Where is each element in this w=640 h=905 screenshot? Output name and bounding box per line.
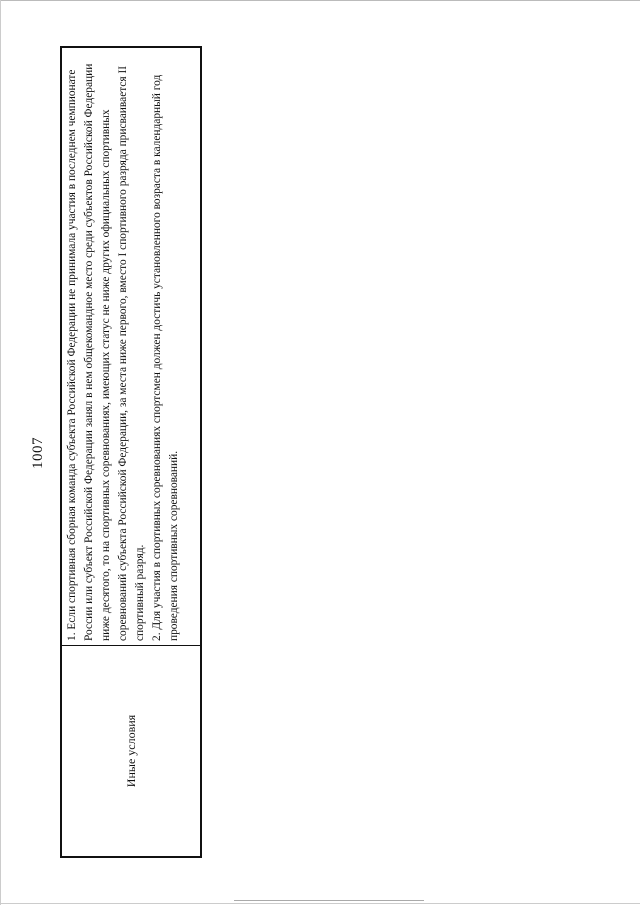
scan-edge-top (0, 0, 640, 1)
scan-mark (234, 900, 424, 901)
condition-1: 1. Если спортивная сборная команда субъекта Российской Федерации не принимала участия в последнем чемпионате России или субъект Российской Федерации занял в нем общекомандное место среди субъектов Российской Федерации ниже десятого, то на спортивных соревнованиях, имеющих статус не ниже других официальных спортивных соревнований субъекта Российской Федерации, за места ниже первого, вместо I спортивного разряда присваивается II спортивный разряд. (66, 63, 146, 641)
row-label: Иные условия (123, 714, 138, 788)
condition-2: 2. Для участия в спортивных соревнованиях спортсмен должен достичь установленного возраста в календарный год проведения спортивных соревнований. (151, 74, 180, 641)
rotated-page-content (30, 48, 200, 858)
page-number: 1007 (30, 437, 46, 469)
scan-edge-left (0, 0, 1, 905)
conditions-cell (62, 48, 200, 645)
scan-edge-bottom (0, 903, 640, 904)
row-label-cell (62, 645, 200, 856)
conditions-table (60, 46, 202, 858)
